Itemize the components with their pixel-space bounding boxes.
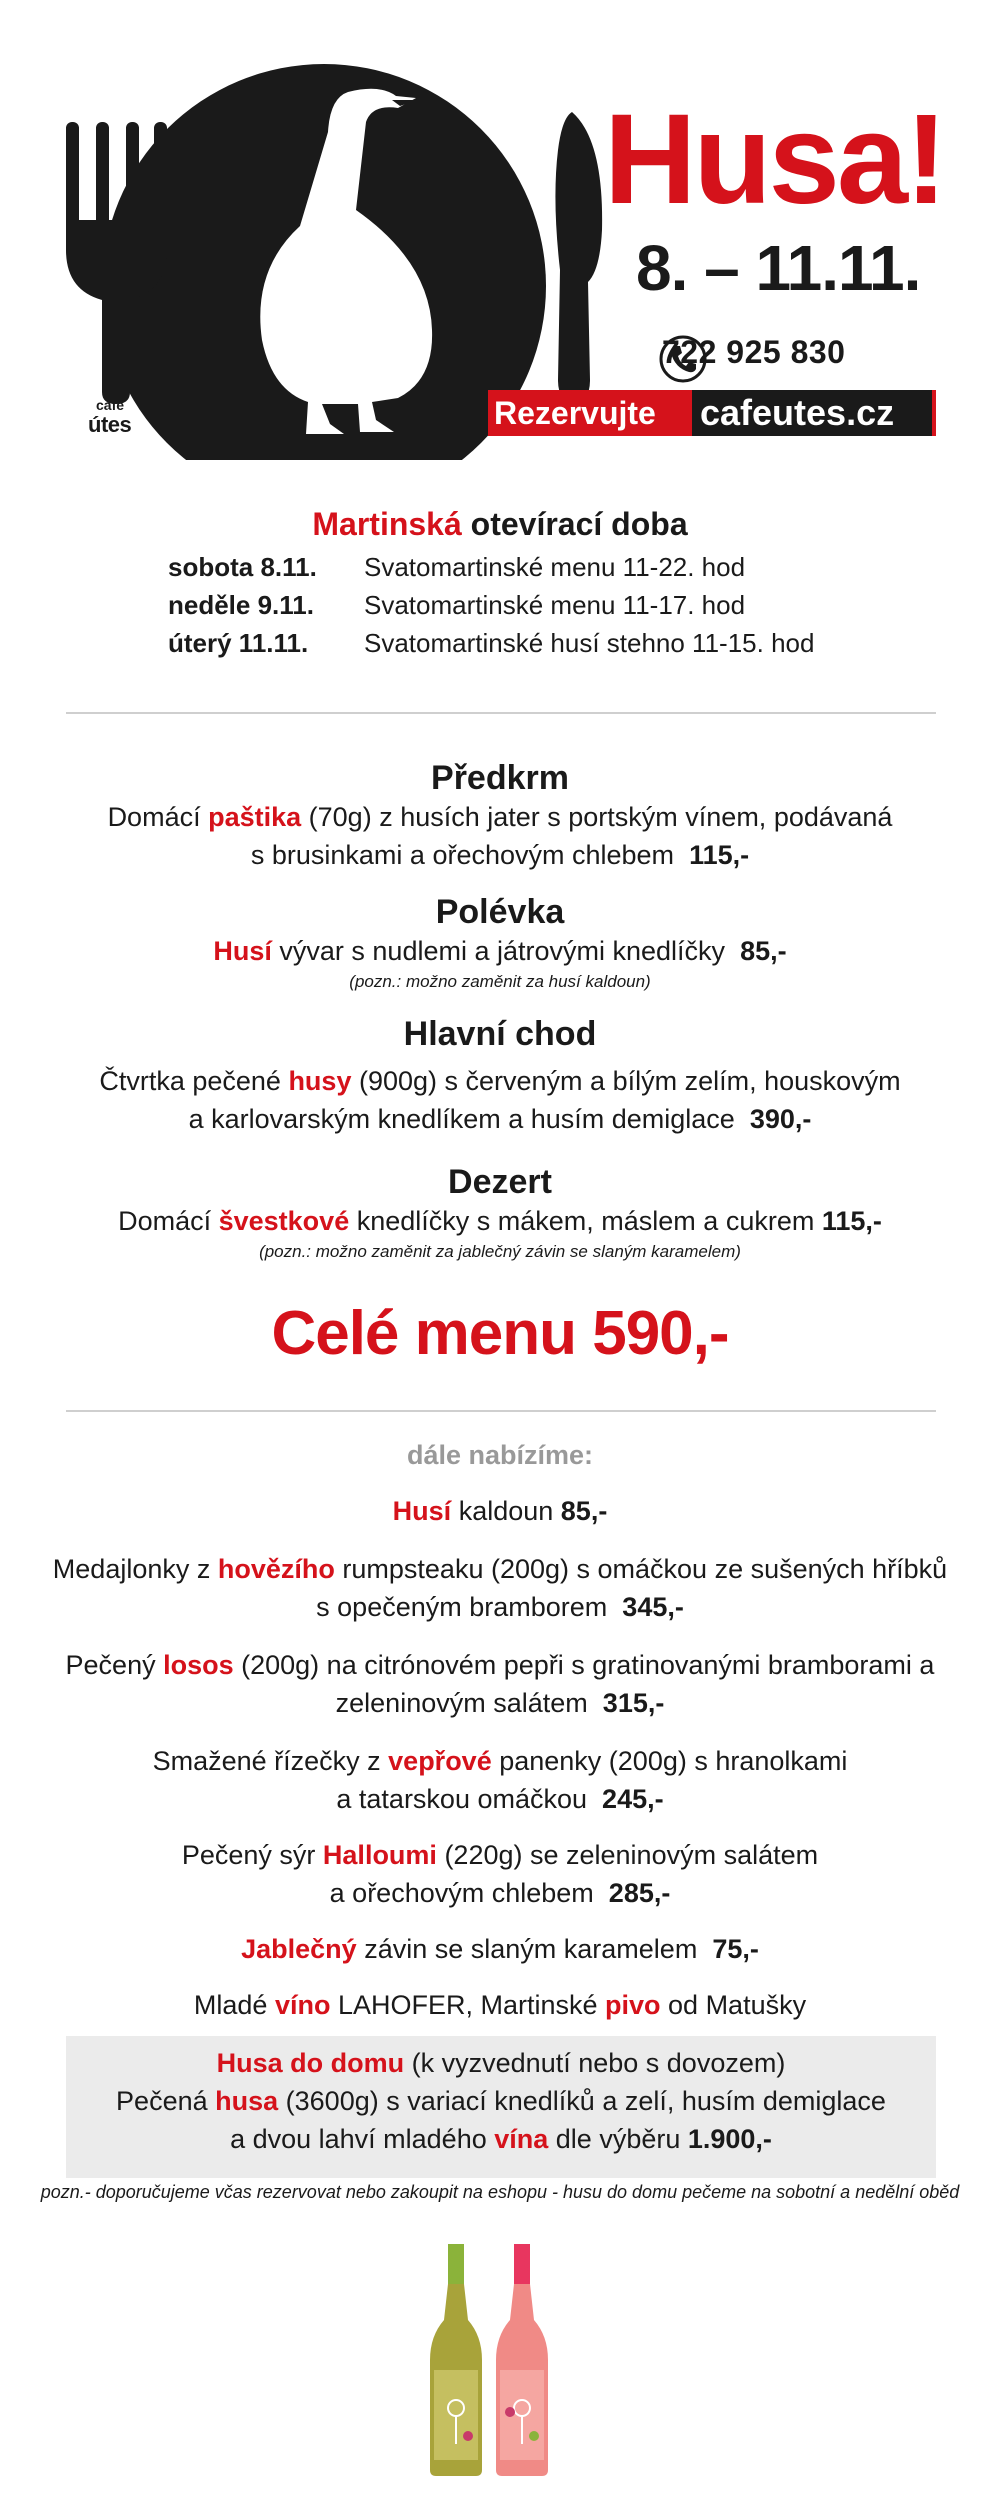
hours-day: úterý 11.11. xyxy=(168,628,309,658)
phone-contact[interactable] xyxy=(658,334,845,371)
soup-title: Polévka xyxy=(435,893,565,931)
starter-line1: Domácí paštika (70g) z husích jater s portským vínem, podávaná xyxy=(107,802,893,832)
hours-text: Svatomartinské menu 11-17. hod xyxy=(364,590,746,620)
logo-cafe: café xyxy=(96,397,125,413)
hours-text: Svatomartinské menu 11-22. hod xyxy=(364,552,746,582)
event-title: Husa! xyxy=(604,88,945,231)
hours-row xyxy=(168,624,814,662)
further-offer-title: dále nabízíme: xyxy=(406,1440,594,1470)
phone-number: 722 925 830 xyxy=(662,334,846,370)
list-item: Pečený sýr Halloumi (220g) se zeleninovým salátem a ořechovým chlebem 285,- xyxy=(181,1840,819,1908)
list-item: Smažené řízečky z vepřové panenky (200g) s hranolkami a tatarskou omáčkou 245,- xyxy=(152,1746,848,1814)
opening-hours-table xyxy=(168,548,814,662)
dessert-note: (pozn.: možno zaměnit za jablečný závin se slaným karamelem) xyxy=(259,1242,741,1261)
list-item: Husí kaldoun 85,- xyxy=(392,1496,608,1526)
starter-title: Předkrm xyxy=(431,759,569,797)
hours-row xyxy=(168,586,814,624)
dessert-price: 115,- xyxy=(821,1206,882,1236)
hours-text: Svatomartinské husí stehno 11-15. hod xyxy=(364,628,815,658)
dessert-section xyxy=(0,1162,1000,1264)
main-price: 390,- xyxy=(749,1104,812,1134)
list-item: Medajlonky z hovězího rumpsteaku (200g) s omáčkou ze sušených hříbků s opečeným bramborem 345,- xyxy=(52,1554,948,1622)
full-menu-price: Celé menu 590,- xyxy=(271,1299,729,1368)
list-item: Jablečný závin se slaným karamelem 75,- xyxy=(241,1934,759,1964)
drinks-line: Mladé víno LAHOFER, Martinské pivo od Matušky xyxy=(193,1990,807,2020)
divider xyxy=(66,712,936,714)
main-line2: a karlovarským knedlíkem a husím demiglace 390,- xyxy=(188,1104,812,1134)
phone-icon xyxy=(658,334,708,384)
header xyxy=(0,0,1000,460)
reserve-label: Rezervujte xyxy=(494,395,656,431)
footnote: pozn.- doporučujeme včas rezervovat nebo zakoupit na eshopu - husu do domu pečeme na sobotní a nedělní oběd xyxy=(40,2182,960,2202)
soup-line1: Husí vývar s nudlemi a játrovými knedlíčky 85,- xyxy=(213,936,787,966)
opening-hours-title: Martinská otevírací doba xyxy=(312,506,688,542)
hours-day: neděle 9.11. xyxy=(168,590,314,620)
divider xyxy=(66,1410,936,1412)
soup-section xyxy=(0,892,1000,994)
main-line1: Čtvrtka pečené husy (900g) s červeným a bílým zelím, houskovým xyxy=(99,1066,901,1096)
event-dates: 8. – 11.11. xyxy=(636,232,921,304)
soup-note: (pozn.: možno zaměnit za husí kaldoun) xyxy=(349,972,651,991)
knife-icon xyxy=(555,112,602,402)
hours-row xyxy=(168,548,814,586)
starter-section xyxy=(0,758,1000,874)
website-link[interactable]: cafeutes.cz xyxy=(700,392,895,433)
white-wine-bottle-icon xyxy=(430,2244,482,2476)
logo-utes: útes xyxy=(88,412,132,437)
wine-bottles-image xyxy=(430,2240,570,2480)
dessert-title: Dezert xyxy=(448,1163,552,1201)
list-item: Pečený losos (200g) na citrónovém pepři s gratinovanými bramborami a zeleninovým salátem 315,- xyxy=(65,1650,935,1718)
delivery-offer: Husa do domu (k vyzvednutí nebo s dovozem) Pečená husa (3600g) s variací knedlíků a zelí, husím demiglace a dvou lahví mladého vína dle výběru 1.900,- xyxy=(116,2048,886,2154)
starter-line2: s brusinkami a ořechovým chlebem 115,- xyxy=(250,840,750,870)
rose-wine-bottle-icon xyxy=(496,2244,548,2476)
hours-day: sobota 8.11. xyxy=(168,552,317,582)
dessert-line1: Domácí švestkové knedlíčky s mákem, máslem a cukrem 115,- xyxy=(118,1206,882,1236)
soup-price: 85,- xyxy=(740,936,787,966)
starter-price: 115,- xyxy=(689,840,750,870)
main-title: Hlavní chod xyxy=(403,1015,597,1053)
main-section xyxy=(0,1014,1000,1138)
